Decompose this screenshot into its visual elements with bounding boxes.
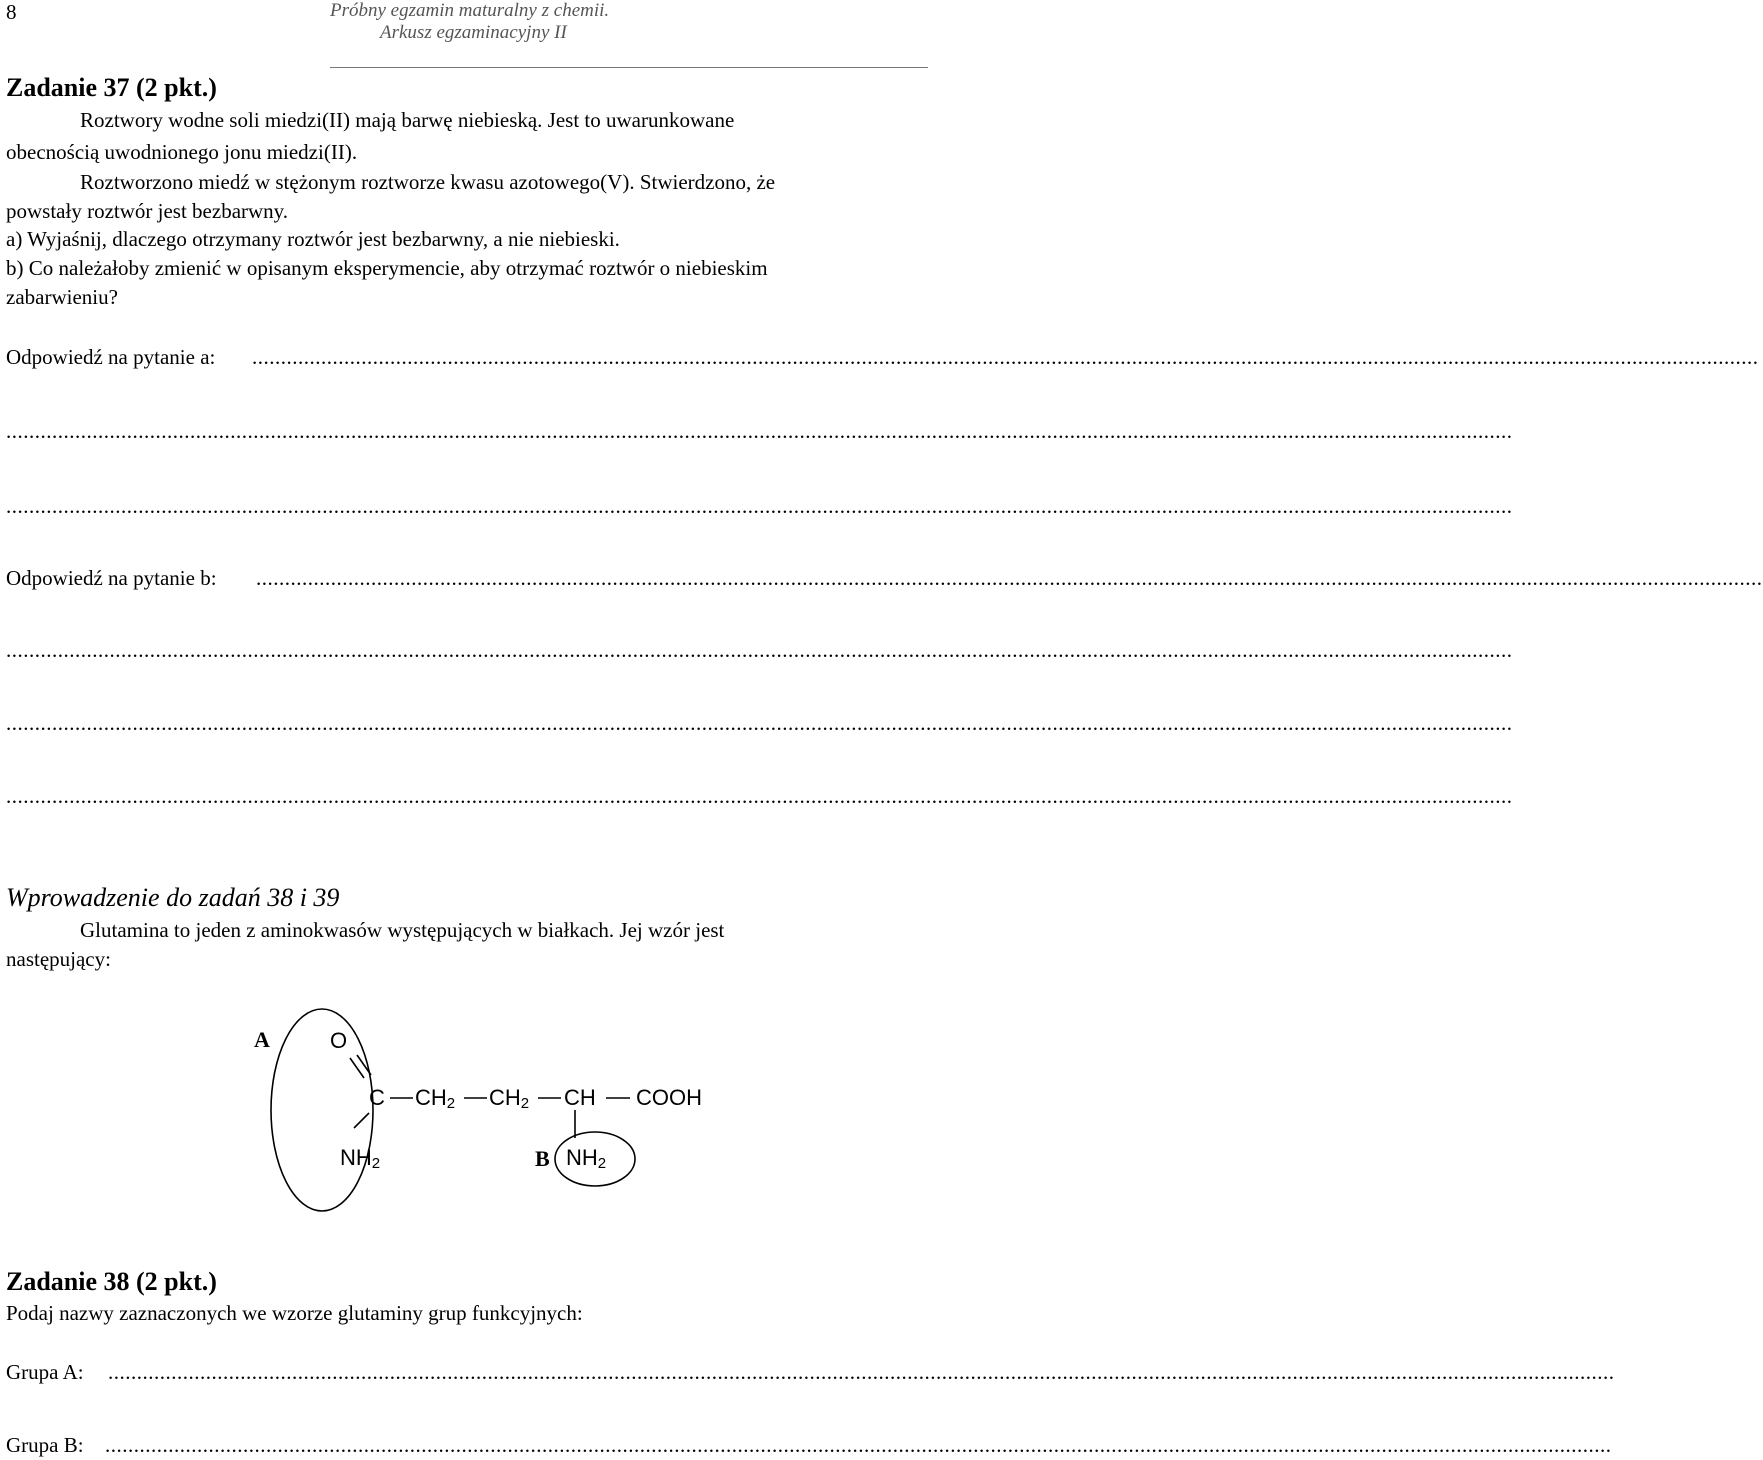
- answer-a-line-2[interactable]: ......................................................................................................................................................................................................................................................................: [6, 419, 1513, 443]
- header-rule: [330, 67, 928, 68]
- task-38-prompt: Podaj nazwy zaznaczonych we wzorze glutaminy grup funkcyjnych:: [6, 1301, 583, 1325]
- amide-nh2: [340, 1145, 380, 1172]
- answer-b-line-3[interactable]: ......................................................................................................................................................................................................................................................................: [6, 711, 1513, 735]
- task-37-question-b-cont: zabarwieniu?: [6, 285, 118, 309]
- amine-nh2: [566, 1145, 606, 1172]
- group-b-answer-label: Grupa B:: [6, 1433, 84, 1457]
- intro-title: Wprowadzenie do zadań 38 i 39: [6, 883, 340, 912]
- answer-b-label: Odpowiedź na pytanie b:: [6, 566, 217, 590]
- ch2-group-1: [415, 1085, 455, 1112]
- answer-b-line-1[interactable]: ......................................................................................................................................................................................................................................................................: [256, 566, 1763, 590]
- task-37-line-3: Roztworzono miedź w stężonym roztworze kwasu azotowego(V). Stwierdzono, że: [80, 170, 776, 194]
- task-37-question-b: b) Co należałoby zmienić w opisanym eksperymencie, aby otrzymać roztwór o niebieskim: [6, 256, 768, 280]
- glutamine-formula: [0, 1000, 960, 1220]
- task-38-title-text: Zadanie 38 (2 pkt.): [6, 1267, 217, 1296]
- ch-group: CH: [564, 1085, 596, 1110]
- amide-nh: NH: [340, 1145, 372, 1170]
- task-37-line-1: Roztwory wodne soli miedzi(II) mają barwę niebieską. Jest to uwarunkowane: [80, 108, 735, 132]
- group-a-answer-line[interactable]: ......................................................................................................................................................................................................................................................................: [108, 1360, 1615, 1384]
- task-38-title: [6, 1267, 217, 1297]
- ch2-1-sub: 2: [446, 1095, 456, 1112]
- answer-a-line-3[interactable]: ......................................................................................................................................................................................................................................................................: [6, 494, 1513, 518]
- ch2-2-ch: CH: [489, 1085, 521, 1110]
- c-n-bond: [354, 1113, 369, 1128]
- answer-b-line-2[interactable]: ......................................................................................................................................................................................................................................................................: [6, 638, 1513, 662]
- header-line-1: Próbny egzamin maturalny z chemii.: [330, 0, 610, 21]
- group-b-label: B: [535, 1146, 550, 1171]
- page-number: 8: [6, 0, 17, 24]
- oxygen-atom: O: [330, 1028, 348, 1053]
- group-a-answer-label: Grupa A:: [6, 1360, 84, 1384]
- amine-sub: 2: [597, 1155, 607, 1172]
- ch2-1-ch: CH: [415, 1085, 447, 1110]
- task-37-title: [6, 73, 217, 103]
- intro-line-1: Glutamina to jeden z aminokwasów występujących w białkach. Jej wzór jest: [80, 918, 725, 942]
- task-37-title-text: Zadanie 37 (2 pkt.): [6, 73, 217, 102]
- group-a-ellipse: [271, 1009, 373, 1211]
- amide-sub: 2: [371, 1155, 381, 1172]
- amine-nh: NH: [566, 1145, 598, 1170]
- answer-b-line-4[interactable]: ......................................................................................................................................................................................................................................................................: [6, 784, 1513, 808]
- cooh-group: COOH: [636, 1085, 702, 1110]
- task-37-question-a: a) Wyjaśnij, dlaczego otrzymany roztwór jest bezbarwny, a nie niebieski.: [6, 227, 620, 251]
- intro-line-2: następujący:: [6, 947, 111, 971]
- task-37-line-4: powstały roztwór jest bezbarwny.: [6, 199, 289, 223]
- group-a-label: A: [254, 1027, 270, 1052]
- carbon-atom: C: [369, 1085, 385, 1110]
- answer-a-line-1[interactable]: ......................................................................................................................................................................................................................................................................: [252, 345, 1759, 369]
- header-line-2: Arkusz egzaminacyjny II: [380, 22, 567, 43]
- ch2-2-sub: 2: [520, 1095, 530, 1112]
- answer-a-label: Odpowiedź na pytanie a:: [6, 345, 216, 369]
- task-37-line-2: obecnością uwodnionego jonu miedzi(II).: [6, 140, 358, 164]
- ch2-group-2: [489, 1085, 529, 1112]
- group-b-answer-line[interactable]: ......................................................................................................................................................................................................................................................................: [105, 1433, 1612, 1457]
